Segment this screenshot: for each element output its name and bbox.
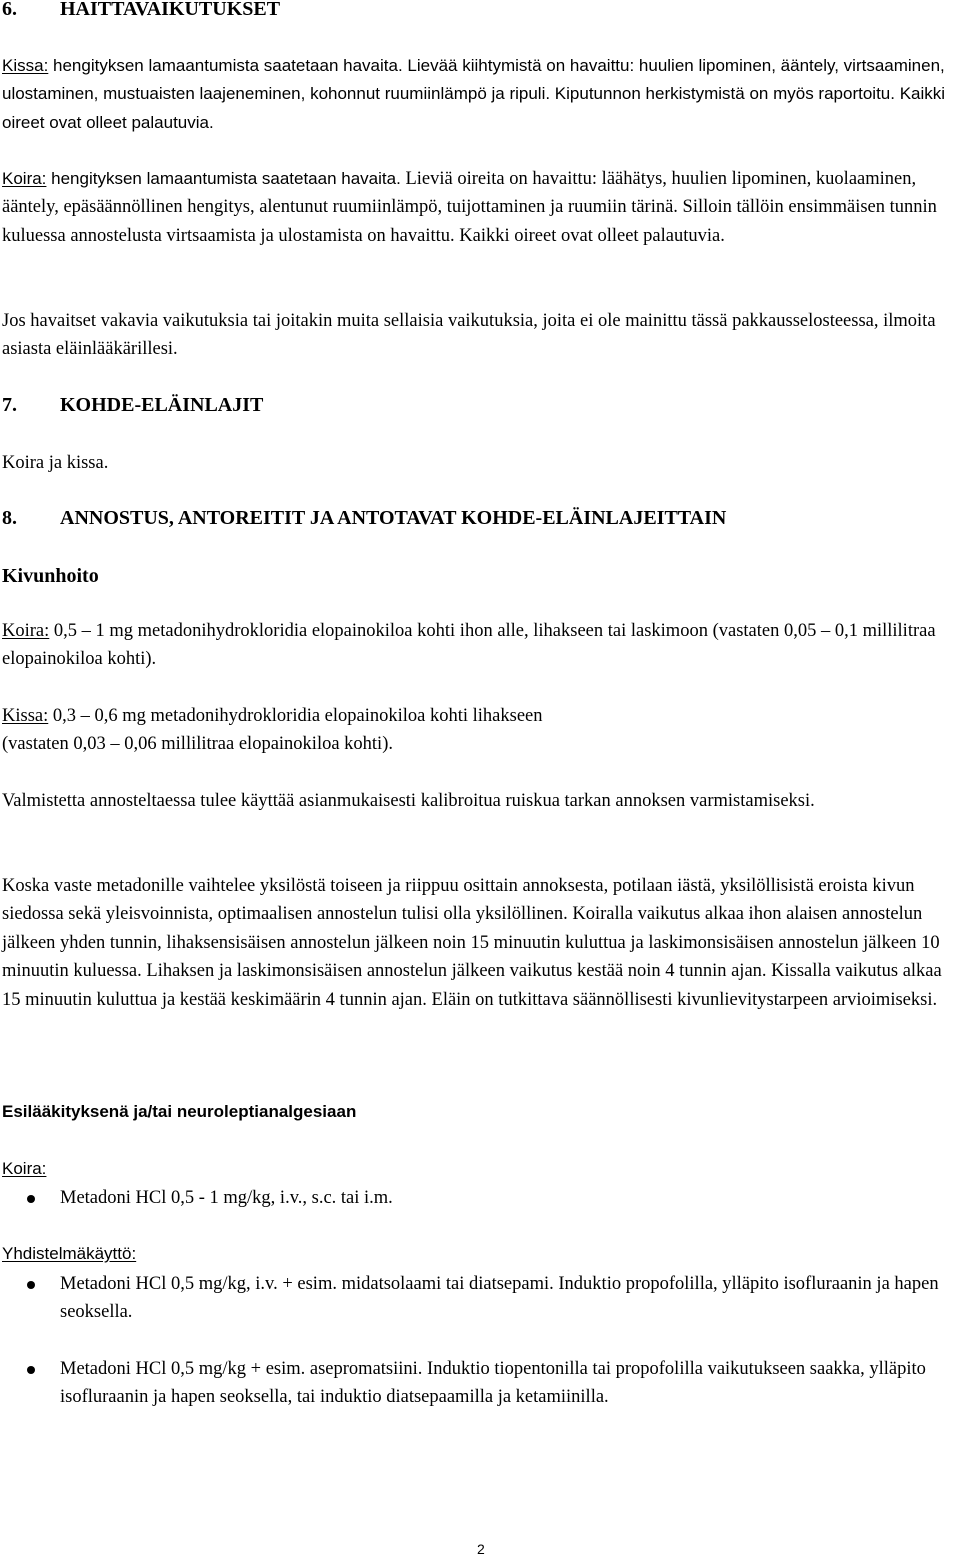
section-6-heading xyxy=(2,0,280,21)
report-paragraph: Jos havaitset vakavia vaikutuksia tai joitakin muita sellaisia vaikutuksia, joita ei ole mainittu tässä pakkausselosteessa, ilmoita asiasta eläinlääkärillesi. xyxy=(2,311,936,360)
cat-side-effects-text: hengityksen lamaantumista saatetaan havaita. Lievää kiihtymistä on havaittu: huulien lipominen, ääntely, virtsaaminen, ulostaminen, mustuaisten laajeneminen, kohonnut ruumiinlämpö ja ripuli. Kiputunnon herkistymistä on myös raportoitu. Kaikki oireet ovat olleet palautuvia. xyxy=(2,56,946,132)
list-item-text: Metadoni HCl 0,5 - 1 mg/kg, i.v., s.c. tai i.m. xyxy=(60,1188,393,1208)
dog-label: Koira: xyxy=(2,621,50,641)
cat-dosage-line-2: (vastaten 0,03 – 0,06 millilitraa elopainokiloa kohti). xyxy=(2,734,393,755)
list-item xyxy=(2,1184,954,1212)
section-number: 7. xyxy=(2,394,17,416)
section-title: ANNOSTUS, ANTOREITIT JA ANTOTAVAT KOHDE-ELÄINLAJEITTAIN xyxy=(60,507,727,529)
dog-dosage-paragraph xyxy=(2,617,950,674)
combination-list xyxy=(2,1270,954,1412)
section-number: 6. xyxy=(2,0,17,20)
dog-side-effects-text-a: hengityksen lamaantumista saatetaan havaita. xyxy=(46,169,401,188)
combination-use-label xyxy=(2,1240,950,1268)
combination-label: Yhdistelmäkäyttö: xyxy=(2,1244,137,1263)
list-item xyxy=(2,1355,954,1412)
premedication-subheading: Esilääkityksenä ja/tai neuroleptianalgesiaan xyxy=(2,1102,357,1121)
page-number: 2 xyxy=(477,1541,485,1557)
dog-label: Koira: xyxy=(2,1159,47,1178)
cat-dosage-paragraph xyxy=(2,702,950,759)
section-title: KOHDE-ELÄINLAJIT xyxy=(60,394,264,416)
list-item-text: Metadoni HCl 0,5 mg/kg + esim. asepromatsiini. Induktio tiopentonilla tai propofolilla vaikutukseen saakka, ylläpito isofluraanin ja hapen seoksella, tai induktio diatsepaamilla ja ketamiinilla. xyxy=(60,1358,926,1408)
dog-side-effects-text-b: Lieviä oireita on havaittu: läähätys, huulien lipominen, kuolaaminen, ääntely, epäsäännöllinen hengitys, alentunut ruumiinlämpö, tuijottaminen ja ruumiin tärinä. Silloin tällöin ensimmäisen tunnin kuluessa annostelusta virtsaamista ja ulostamista on havaittu. Kaikki oireet ovat olleet palautuvia. xyxy=(2,169,937,246)
list-item-text: Metadoni HCl 0,5 mg/kg, i.v. + esim. midatsolaami tai diatsepami. Induktio propofolilla, ylläpito isofluraanin ja hapen seoksella. xyxy=(60,1274,939,1323)
cat-side-effects-paragraph xyxy=(2,52,950,137)
premedication-list xyxy=(2,1184,954,1212)
dog-label: Koira: xyxy=(2,169,47,188)
dog-dosage-text: 0,5 – 1 mg metadonihydrokloridia elopainokiloa kohti ihon alle, lihakseen tai laskimoon (vastaten 0,05 – 0,1 millilitraa elopainokiloa kohti). xyxy=(2,621,936,670)
pain-management-subheading: Kivunhoito xyxy=(2,565,99,587)
dog-premedication-label xyxy=(2,1155,950,1183)
syringe-paragraph: Valmistetta annosteltaessa tulee käyttää asianmukaisesti kalibroitua ruiskua tarkan annoksen varmistamiseksi. xyxy=(2,791,815,811)
cat-label: Kissa: xyxy=(2,706,49,726)
cat-dosage-line-1: 0,3 – 0,6 mg metadonihydrokloridia elopainokiloa kohti lihakseen xyxy=(48,706,543,726)
section-7-heading xyxy=(2,394,263,417)
response-paragraph: Koska vaste metadonille vaihtelee yksilöstä toiseen ja riippuu osittain annoksesta, potilaan iästä, yksilöllisistä eroista kivun siedossa sekä yleisvoinnista, optimaalisen annostelun tulisi olla yksilöllinen. Koiralla vaikutus alkaa ihon alaisen annostelun jälkeen yhden tunnin, lihaksensisäisen annostelun jälkeen noin 15 minuutin kuluttua ja laskimonsisäisen annostelun jälkeen 10 minuutin kuluessa. Lihaksen ja laskimonsisäisen annostelun jälkeen vaikutus kestää noin 4 tunnin ajan. Kissalla vaikutus alkaa 15 minuutin kuluttua ja kestää keskimäärin 4 tunnin ajan. Eläin on tutkittava säännöllisesti kivunlievitystarpeen arvioimiseksi. xyxy=(2,876,942,1010)
bullet-icon xyxy=(27,1366,35,1374)
section-number: 8. xyxy=(2,507,17,529)
dog-side-effects-paragraph xyxy=(2,165,950,250)
section-title: HAITTAVAIKUTUKSET xyxy=(60,0,281,20)
list-item xyxy=(2,1270,954,1327)
bullet-icon xyxy=(27,1281,35,1289)
cat-label: Kissa: xyxy=(2,56,49,75)
bullet-icon xyxy=(27,1195,35,1203)
target-species-text: Koira ja kissa. xyxy=(2,453,109,473)
section-8-heading xyxy=(2,507,726,530)
